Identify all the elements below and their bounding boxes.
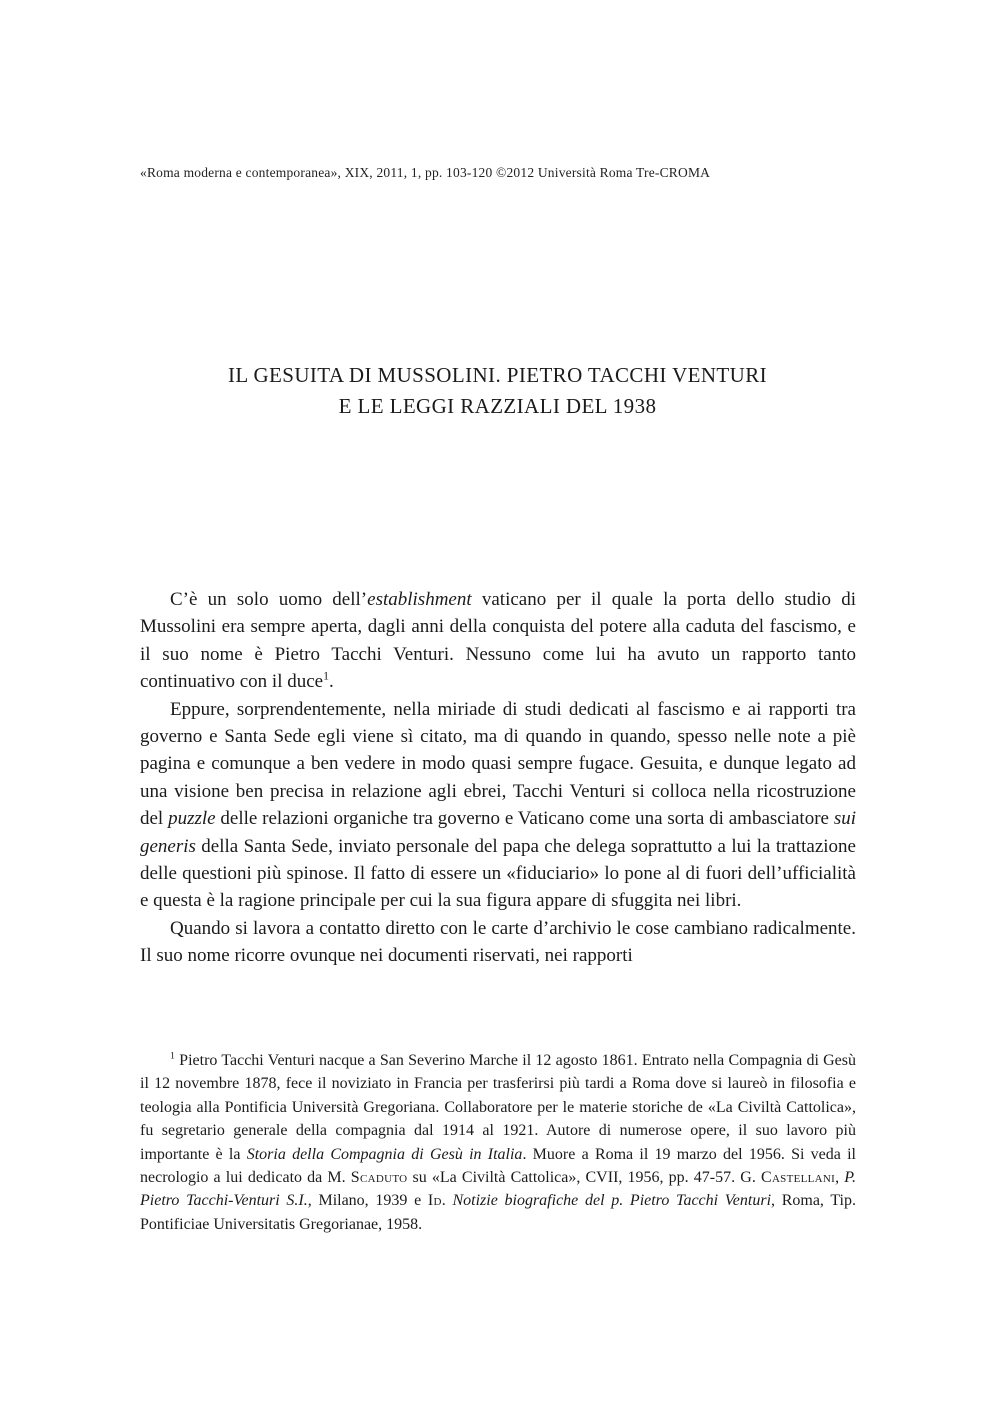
body-paragraph-1: C’è un solo uomo dell’establishment vaticano per il quale la porta dello studio di Mussolini era sempre aperta, dagli anni della conquista del potere alla caduta del fascismo, e il suo nome è Pietro Tacchi Venturi. Nessuno come lui ha avuto un rapporto tanto continuativo con il duce$^1$. [140, 589, 857, 693]
article-title-line-2: E LE LEGGI RAZZIALI DEL 1938 [338, 394, 657, 418]
article-body [140, 586, 856, 970]
body-paragraph-3: Quando si lavora a contatto diretto con le carte d’archivio le cose cambiano radicalmente. Il suo nome ricorre ovunque nei documenti riservati, nei rapporti [140, 917, 856, 967]
article-title [140, 360, 855, 422]
article-title-line-1: IL GESUITA DI MUSSOLINI. PIETRO TACCHI VENTURI [227, 363, 768, 387]
body-paragraph-2: Eppure, sorprendentemente, nella miriade di studi dedicati al fascismo e ai rapporti tra governo e Santa Sede egli viene sì citato, ma di quando in quando, spesso nelle note a piè pagina e comunque a ben vedere in modo quasi sempre fugace. Gesuita, e dunque legato ad una visione ben precisa in relazione agli ebrei, Tacchi Venturi si colloca nella ricostruzione del puzzle delle relazioni organiche tra governo e Vaticano come una sorta di ambasciatore sui generis della Santa Sede, inviato personale del papa che delega soprattutto a lui la trattazione delle questioni più spinose. Il fatto di essere un «fiduciario» lo pone al di fuori dell’ufficialità e questa è la ragione principale per cui la sua figura appare di sfuggita nei libri. [140, 698, 856, 912]
footnote-1: $^1$ Pietro Tacchi Venturi nacque a San Severino Marche il 12 agosto 1861. Entrato nella Compagnia di Gesù il 12 novembre 1878, fece il noviziato in Francia per trasferirsi più tardi a Roma dove si laureò in filosofia e teologia alla Pontificia Università Gregoriana. Collaboratore per le materie storiche de «La Civiltà Cattolica», fu segretario generale della compagnia dal 1914 al 1921. Autore di numerose opere, il suo lavoro più importante è la Storia della Compagnia di Gesù in Italia. Muore a Roma il 19 marzo del 1956. Si veda il necrologio a lui dedicato da M. Scaduto su «La Civiltà Cattolica», CVII, 1956, pp. 47-57. G. Castellani, P. Pietro Tacchi-Venturi S.I., Milano, 1939 e Id. Notizie biografiche del p. Pietro Tacchi Venturi, Roma, Tip. Pontificiae Universitatis Gregorianae, 1958. [140, 1050, 857, 1233]
journal-header: «Roma moderna e contemporanea», XIX, 2011, 1, pp. 103-120 ©2012 Università Roma Tre-CROMA [140, 165, 711, 180]
